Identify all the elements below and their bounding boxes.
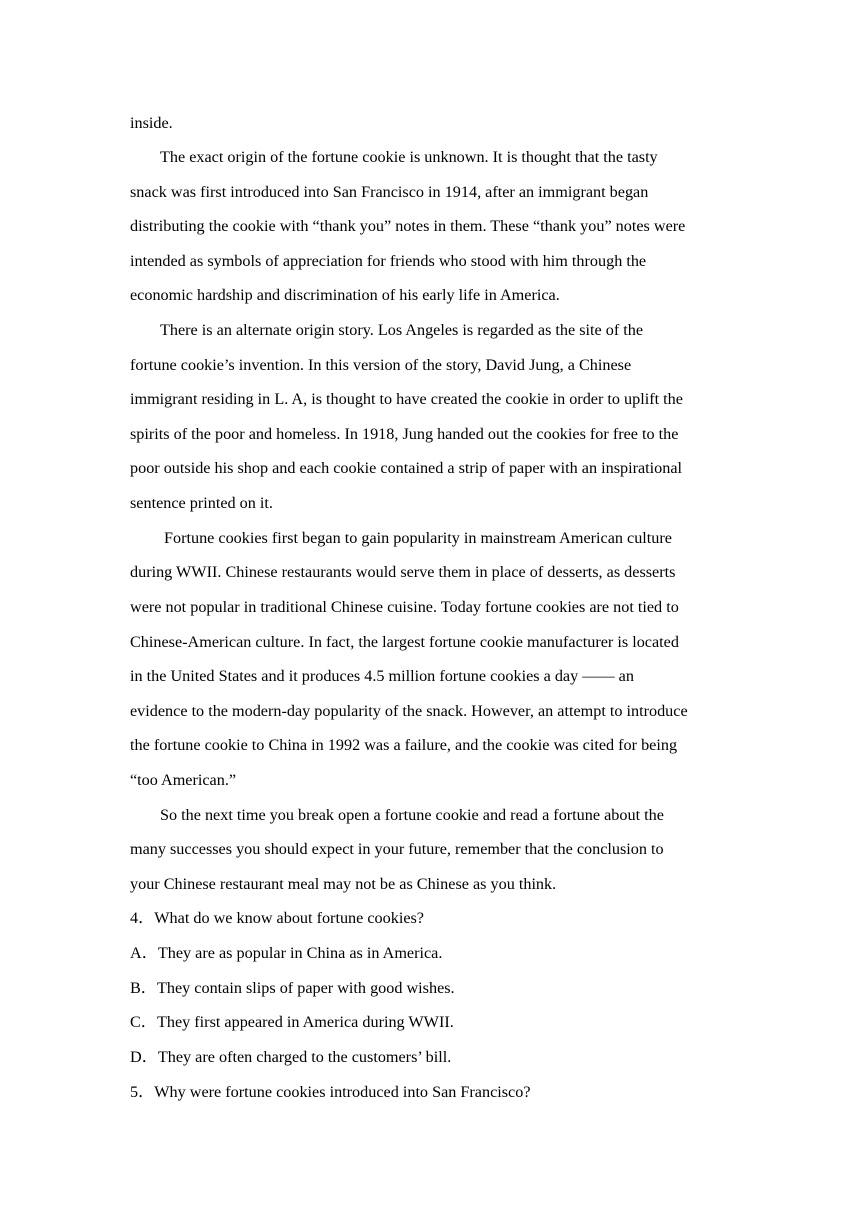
text-line: inside.: [130, 114, 173, 132]
option-c: C．They first appeared in America during WWII.: [130, 1013, 454, 1031]
option-a: A．They are as popular in China as in America.: [130, 944, 443, 962]
paragraph-start-line: There is an alternate origin story. Los Angeles is regarded as the site of the: [160, 321, 644, 339]
text-line: during WWII. Chinese restaurants would serve them in place of desserts, as desserts: [130, 563, 676, 581]
text-line: many successes you should expect in your future, remember that the conclusion to: [130, 840, 664, 858]
text-line: your Chinese restaurant meal may not be as Chinese as you think.: [130, 875, 557, 893]
text-line: spirits of the poor and homeless. In 1918, Jung handed out the cookies for free to the: [130, 425, 679, 443]
text-line: poor outside his shop and each cookie contained a strip of paper with an inspirational: [130, 459, 683, 477]
text-line: sentence printed on it.: [130, 494, 273, 512]
paragraph-start-line: Fortune cookies first began to gain popularity in mainstream American culture: [164, 529, 672, 547]
text-line: were not popular in traditional Chinese cuisine. Today fortune cookies are not tied to: [130, 598, 679, 616]
option-b: B．They contain slips of paper with good wishes.: [130, 979, 455, 997]
text-line: the fortune cookie to China in 1992 was a failure, and the cookie was cited for being: [130, 736, 678, 754]
text-line: Chinese-American culture. In fact, the largest fortune cookie manufacturer is located: [130, 633, 679, 651]
option-d: D．They are often charged to the customers’ bill.: [130, 1048, 452, 1066]
text-line: snack was first introduced into San Francisco in 1914, after an immigrant began: [130, 183, 649, 201]
text-line: in the United States and it produces 4.5 million fortune cookies a day —— an: [130, 667, 634, 685]
text-line: “too American.”: [130, 771, 237, 789]
paragraph-start-line: So the next time you break open a fortune cookie and read a fortune about the: [160, 806, 664, 824]
text-line: economic hardship and discrimination of his early life in America.: [130, 286, 560, 304]
question-4: 4．What do we know about fortune cookies?: [130, 909, 424, 927]
text-line: immigrant residing in L. A, is thought to have created the cookie in order to uplift the: [130, 390, 683, 408]
text-line: distributing the cookie with “thank you” notes in them. These “thank you” notes were: [130, 217, 686, 235]
text-line: evidence to the modern-day popularity of the snack. However, an attempt to introduce: [130, 702, 688, 720]
text-line: fortune cookie’s invention. In this version of the story, David Jung, a Chinese: [130, 356, 632, 374]
paragraph-start-line: The exact origin of the fortune cookie is unknown. It is thought that the tasty: [160, 148, 658, 166]
text-line: intended as symbols of appreciation for friends who stood with him through the: [130, 252, 647, 270]
question-5: 5．Why were fortune cookies introduced into San Francisco?: [130, 1083, 531, 1101]
